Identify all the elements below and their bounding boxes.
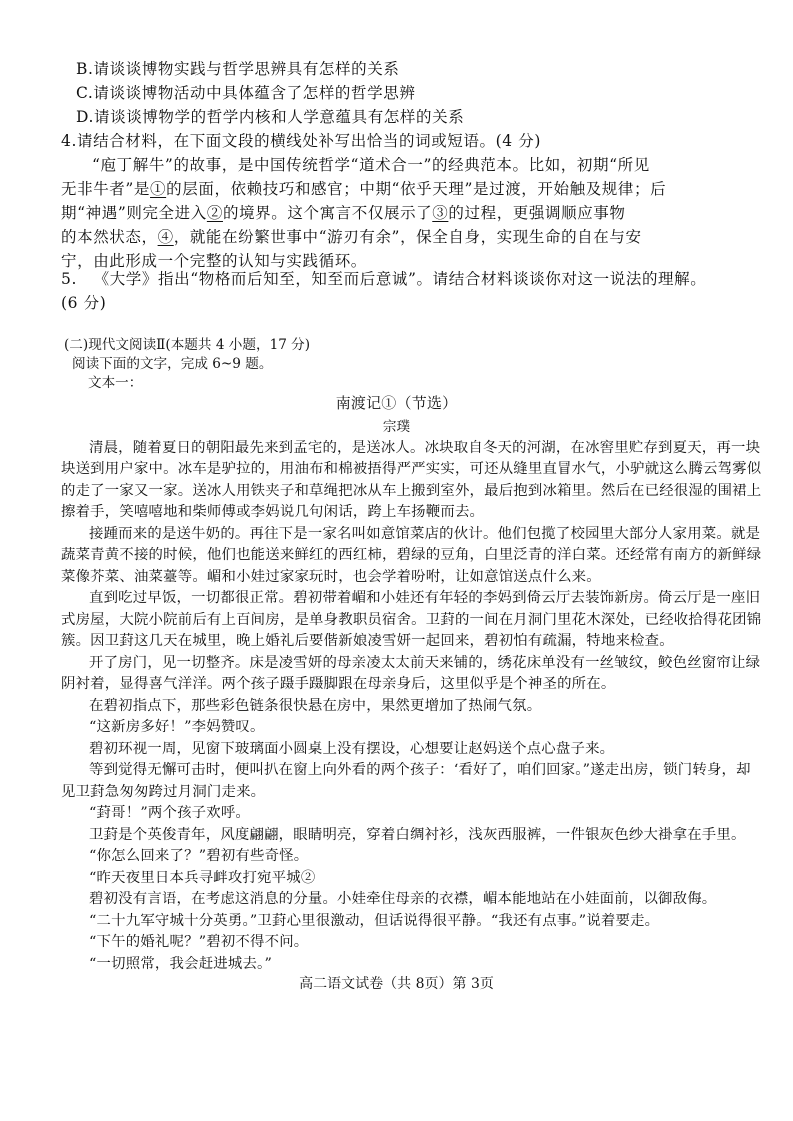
passage-line: “这新房多好！”李妈赞叹。: [89, 719, 265, 735]
passage-line: 碧初没有言语，在考虑这消息的分量。小娃牵住母亲的衣襟，嵋本能地站在小娃面前，以御敌侮。: [89, 891, 717, 907]
question-4-text: 的层面，依赖技巧和感官；中期“依乎天理”是过渡，开始触及规律；后: [166, 180, 667, 198]
question-4-text: 的过程，更强调顺应事物: [448, 204, 626, 222]
passage-line: 碧初环视一周，见窗下玻璃面小圆桌上没有摆设，心想要让赵妈送个点心盘子来。: [89, 741, 615, 757]
blank-4: ④: [157, 228, 174, 246]
passage-line: 直到吃过早饭，一切都很正常。碧初带着嵋和小娃还有年轻的李妈到倚云厅去装饰新房。倚云厅是一座旧: [89, 590, 761, 606]
question-4-text: 期“神遇”则完全进入: [61, 204, 207, 222]
question-4-text: 的境界。这个寓言不仅展示了: [222, 204, 433, 222]
passage-line: “下午的婚礼呢？”碧初不得不问。: [89, 934, 309, 950]
question-4-line: [61, 225, 642, 247]
question-5-text: 《大学》指出“物格而后知至，知至而后意诚”。请结合材料谈谈你对这一说法的理解。: [93, 270, 707, 288]
question-5-score: (6 分): [61, 294, 107, 312]
blank-2: ②: [206, 204, 223, 222]
passage-line: 阴衬着，显得喜气洋洋。两个孩子蹑手蹑脚跟在母亲身后，这里似乎是个神圣的所在。: [61, 676, 616, 692]
question-5: [61, 267, 706, 289]
blank-3: ③: [432, 204, 449, 222]
passage-line: “葑哥！”两个孩子欢呼。: [89, 805, 251, 821]
passage-line: 接踵而来的是送牛奶的。再往下是一家名叫如意馆菜店的伙计。他们包揽了校园里大部分人家用菜。就是: [89, 526, 761, 542]
passage-line: 擦着手，笑嘻嘻地和柴师傅或李妈说几句闲话，跨上车扬鞭而去。: [61, 504, 485, 520]
section-heading: (二)现代文阅读Ⅱ(本题共 4 小题，17 分): [64, 337, 311, 353]
question-4-text: 无非牛者”是: [61, 180, 151, 198]
option-d: D.请谈谈博物学的哲学内核和人学意蕴具有怎样的关系: [76, 108, 465, 126]
passage-line: “昨天夜里日本兵寻衅攻打宛平城②: [89, 870, 316, 886]
question-4-line: [61, 201, 626, 223]
passage-line: 在碧初指点下，那些彩色链条很快悬在房中，果然更增加了热闹气氛。: [89, 698, 542, 714]
passage-line: 簇。因卫葑这几天在城里，晚上婚礼后要偕新娘凌雪妍一起回来，碧初怕有疏漏，特地来检查。: [61, 633, 674, 649]
passage-line: 块送到用户家中。冰车是驴拉的，用油布和棉被捂得严严实实，可还从缝里直冒水气，小驴就这么腾云驾雾似: [61, 461, 762, 477]
passage-line: 的走了一家又一家。送冰人用铁夹子和草绳把冰从车上搬到室外，最后抱到冰箱里。然后在已经很湿的围裙上: [61, 483, 762, 499]
text-label: 文本一：: [88, 375, 143, 391]
page-footer: 高二语文试卷（共 8页）第 3页: [299, 976, 494, 992]
passage-line: “你怎么回来了？”碧初有些奇怪。: [89, 848, 309, 864]
passage-line: 式房屋，大院小院前后有上百间房，是单身教职员宿舍。卫葑的一间在月洞门里花木深处，已经收拾得花团锦: [61, 612, 762, 628]
passage-line: 蔬菜青黄不接的时候，他们也能送来鲜红的西红柿，碧绿的豆角，白里泛青的洋白菜。还经常有南方的新鲜绿: [61, 547, 762, 563]
option-b: B.请谈谈博物实践与哲学思辨具有怎样的关系: [76, 60, 400, 78]
passage-line: “一切照常，我会赶进城去。”: [89, 956, 273, 972]
question-4-text: 的本然状态，: [61, 228, 158, 246]
question-4-line: “庖丁解牛”的故事，是中国传统哲学“道术合一”的经典范本。比如，初期“所见: [92, 156, 650, 174]
question-4-line: 宁，由此形成一个完整的认知与实践循环。: [61, 252, 367, 270]
passage-line: 菜像芥菜、油菜薹等。嵋和小娃过家家玩时，也会学着吩咐，让如意馆送点什么来。: [61, 569, 601, 585]
passage-line: 卫葑是个英俊青年，风度翩翩，眼睛明亮，穿着白绸衬衫，浅灰西服裤，一件银灰色纱大褂拿在手里。: [89, 827, 746, 843]
passage-line: 清晨，随着夏日的朝阳最先来到孟宅的，是送冰人。冰块取自冬天的河湖，在冰窖里贮存到夏天，再一块: [89, 440, 761, 456]
question-4-stem: 4.请结合材料，在下面文段的横线处补写出恰当的词或短语。(4 分): [61, 132, 541, 150]
passage-line: 见卫葑急匆匆跨过月洞门走来。: [61, 784, 266, 800]
passage-line: 等到觉得无懈可击时，便叫扒在窗上向外看的两个孩子：‘看好了，咱们回家。”遂走出房，锁门转身，却: [89, 762, 751, 778]
question-5-number: 5.: [61, 270, 77, 288]
passage-line: “二十九军守城十分英勇。”卫葑心里很激动，但话说得很平静。“我还有点事。”说着要走。: [89, 913, 660, 929]
passage-author: 宗璞: [382, 419, 411, 435]
passage-line: 开了房门，见一切整齐。床是凌雪妍的母亲凌太太前天来铺的，绣花床单没有一丝皱纹，鲛色丝窗帘让绿: [89, 655, 761, 671]
section-instruction: 阅读下面的文字，完成 6~9 题。: [72, 356, 273, 372]
option-c: C.请谈谈博物活动中具体蕴含了怎样的哲学思辨: [76, 84, 416, 102]
passage-title: 南渡记①（节选）: [335, 394, 458, 412]
question-4-text: ，就能在纷繁世事中“游刃有余”，保全自身，实现生命的自在与安: [173, 228, 642, 246]
blank-1: ①: [150, 180, 167, 198]
question-4-line: [61, 177, 666, 199]
